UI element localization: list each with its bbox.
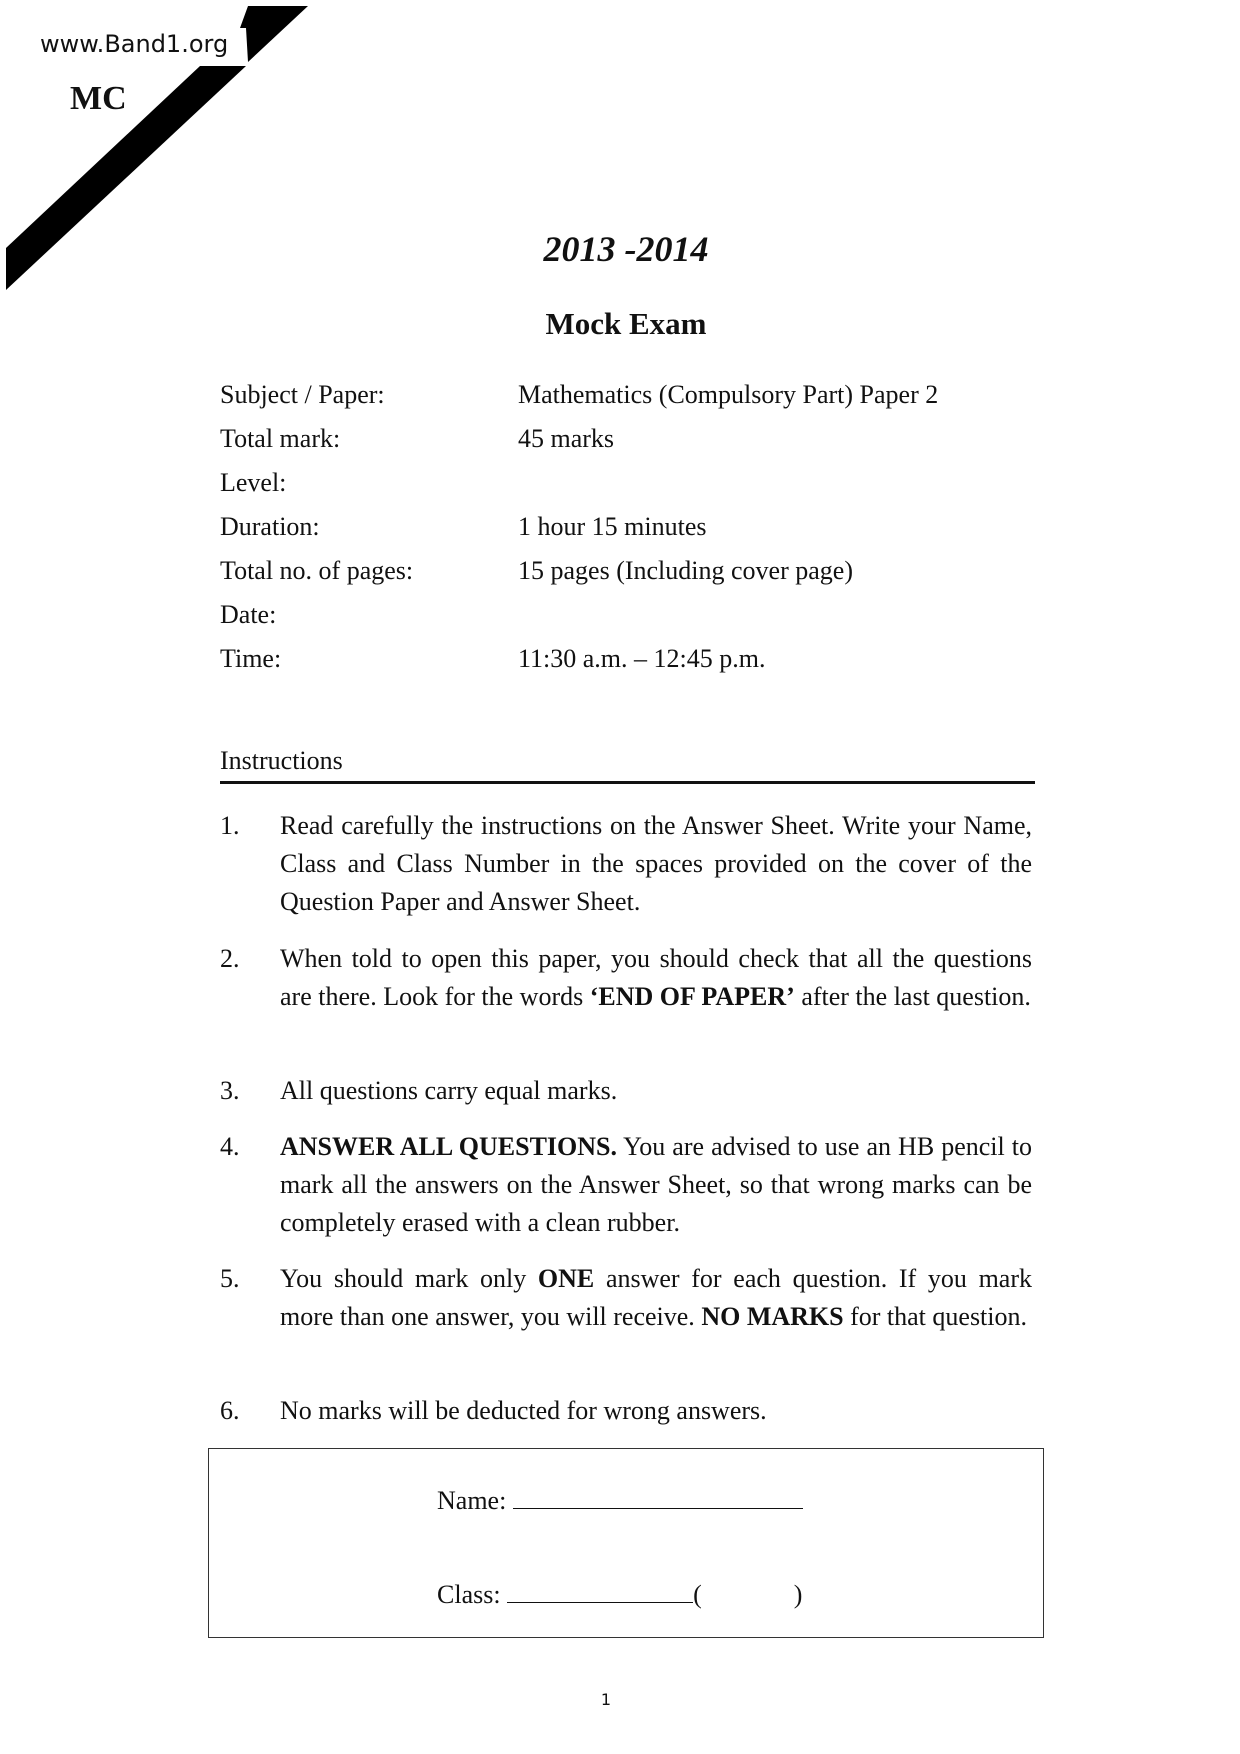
class-blank[interactable] [507,1576,693,1603]
instruction-item: 6. No marks will be deducted for wrong answers. [220,1396,767,1425]
name-field[interactable]: Name: [437,1482,803,1516]
instruction-item: 4. ANSWER ALL QUESTIONS. You are advised to use an HB pencil to mark all the answers on the Answer Sheet, so that wrong marks can be completely erased with a clean rubber. [220,1132,1032,1237]
instruction-item: 2. When told to open this paper, you should check that all the questions are there. Look for the words ‘END OF PAPER’ after the last question. [220,944,1032,1011]
instruction-item: 5. You should mark only ONE answer for each question. If you mark more than one answer, you will receive. NO MARKS for that question. [220,1264,1032,1331]
exam-title: Mock Exam [545,306,707,341]
name-blank[interactable] [513,1482,803,1509]
paper-code: MC [70,80,127,117]
instructions-divider [220,781,1035,784]
exam-year: 2013 -2014 [543,229,709,269]
instructions-heading: Instructions [220,746,343,775]
class-field[interactable]: Class: ( ) [437,1576,802,1610]
instruction-item: 3. All questions carry equal marks. [220,1076,618,1105]
instruction-item: 1. Read carefully the instructions on the Answer Sheet. Write your Name, Class and Class Number in the spaces provided on the cover of the Question Paper and Answer Sheet. [220,811,1032,916]
page-number: 1 [600,1690,612,1709]
website-watermark: www.Band1.org [40,30,229,58]
